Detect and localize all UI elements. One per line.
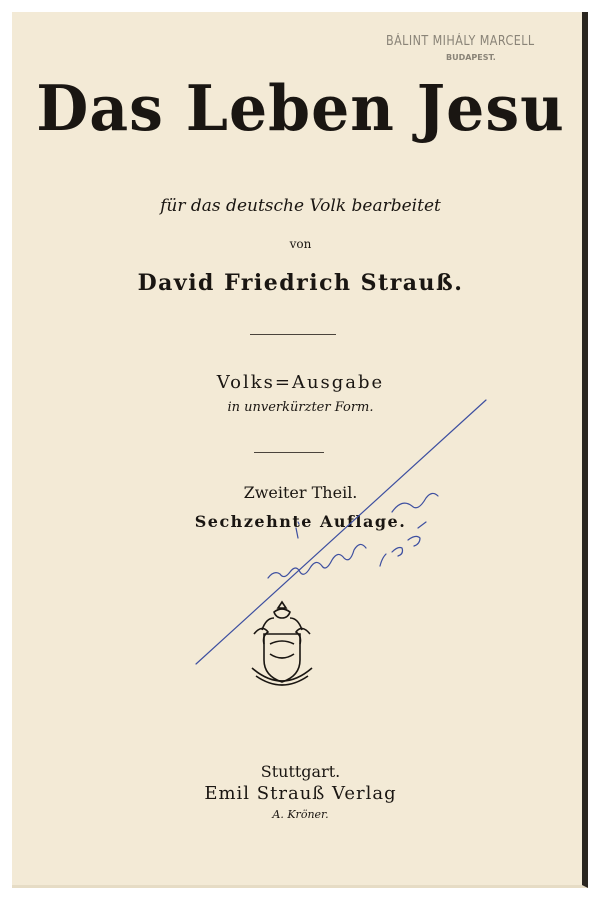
publisher-name: Emil Strauß Verlag	[204, 783, 397, 804]
edition-number: Sechzehnte Auflage.	[194, 512, 407, 531]
book-subtitle: für das deutsche Volk bearbeitet	[160, 196, 441, 216]
author-name: David Friedrich Strauß.	[137, 270, 464, 296]
by-line: von	[289, 237, 312, 251]
volume-part: Zweiter Theil.	[243, 483, 358, 502]
edition-form: in unverkürzter Form.	[227, 400, 374, 415]
publisher-imprint: A. Kröner.	[272, 808, 329, 821]
publication-place: Stuttgart.	[260, 762, 341, 781]
edition-label: Volks=Ausgabe	[216, 372, 385, 393]
ownership-stamp: BÁLINT MIHÁLY MARCELL	[386, 34, 535, 49]
book-title: Das Leben Jesu	[36, 72, 565, 146]
ownership-stamp-city: BUDAPEST.	[446, 53, 496, 62]
